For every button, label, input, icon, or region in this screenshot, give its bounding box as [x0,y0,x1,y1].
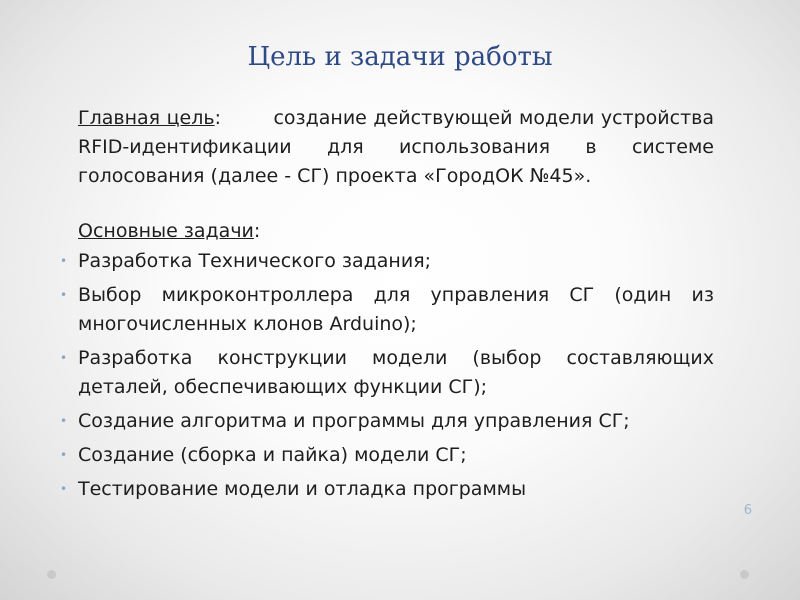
bullet-icon: • [60,351,68,365]
bullet-icon: • [60,448,68,462]
main-goal-text: создание действующей модели устройства RFID-идентификации для использования в системе голосования (далее - СГ) проекта «ГородОК №45». [78,107,714,187]
bullet-icon: • [60,288,68,302]
task-text: Создание алгоритма и программы для управления СГ; [78,410,630,432]
tasks-colon: : [253,220,261,242]
main-goal-colon: : [214,107,221,129]
bullet-icon: • [60,482,68,496]
main-goal-label: Главная цель [78,107,215,129]
task-item [58,281,714,339]
task-item [58,475,714,504]
main-goal-paragraph [78,104,714,191]
slide-content [58,104,714,509]
task-item [58,247,714,276]
tasks-heading [78,217,714,246]
tasks-label: Основные задачи [78,220,254,242]
task-item [58,407,714,436]
tasks-list [58,247,714,504]
task-item [58,441,714,470]
page-number: 6 [743,503,752,518]
corner-dot-bottom-right [740,570,749,579]
bullet-icon: • [60,254,68,268]
bullet-icon: • [60,414,68,428]
task-text: Выбор микроконтроллера для управления СГ (один из многочисленных клонов Arduino); [78,284,714,335]
task-item [58,344,714,402]
corner-dot-bottom-left [47,570,56,579]
slide-title: Цель и задачи работы [247,42,553,72]
task-text: Создание (сборка и пайка) модели СГ; [78,444,467,466]
task-text: Разработка Технического задания; [78,250,432,272]
task-text: Тестирование модели и отладка программы [78,478,527,500]
task-text: Разработка конструкции модели (выбор составляющих деталей, обеспечивающих функции СГ); [78,347,714,398]
